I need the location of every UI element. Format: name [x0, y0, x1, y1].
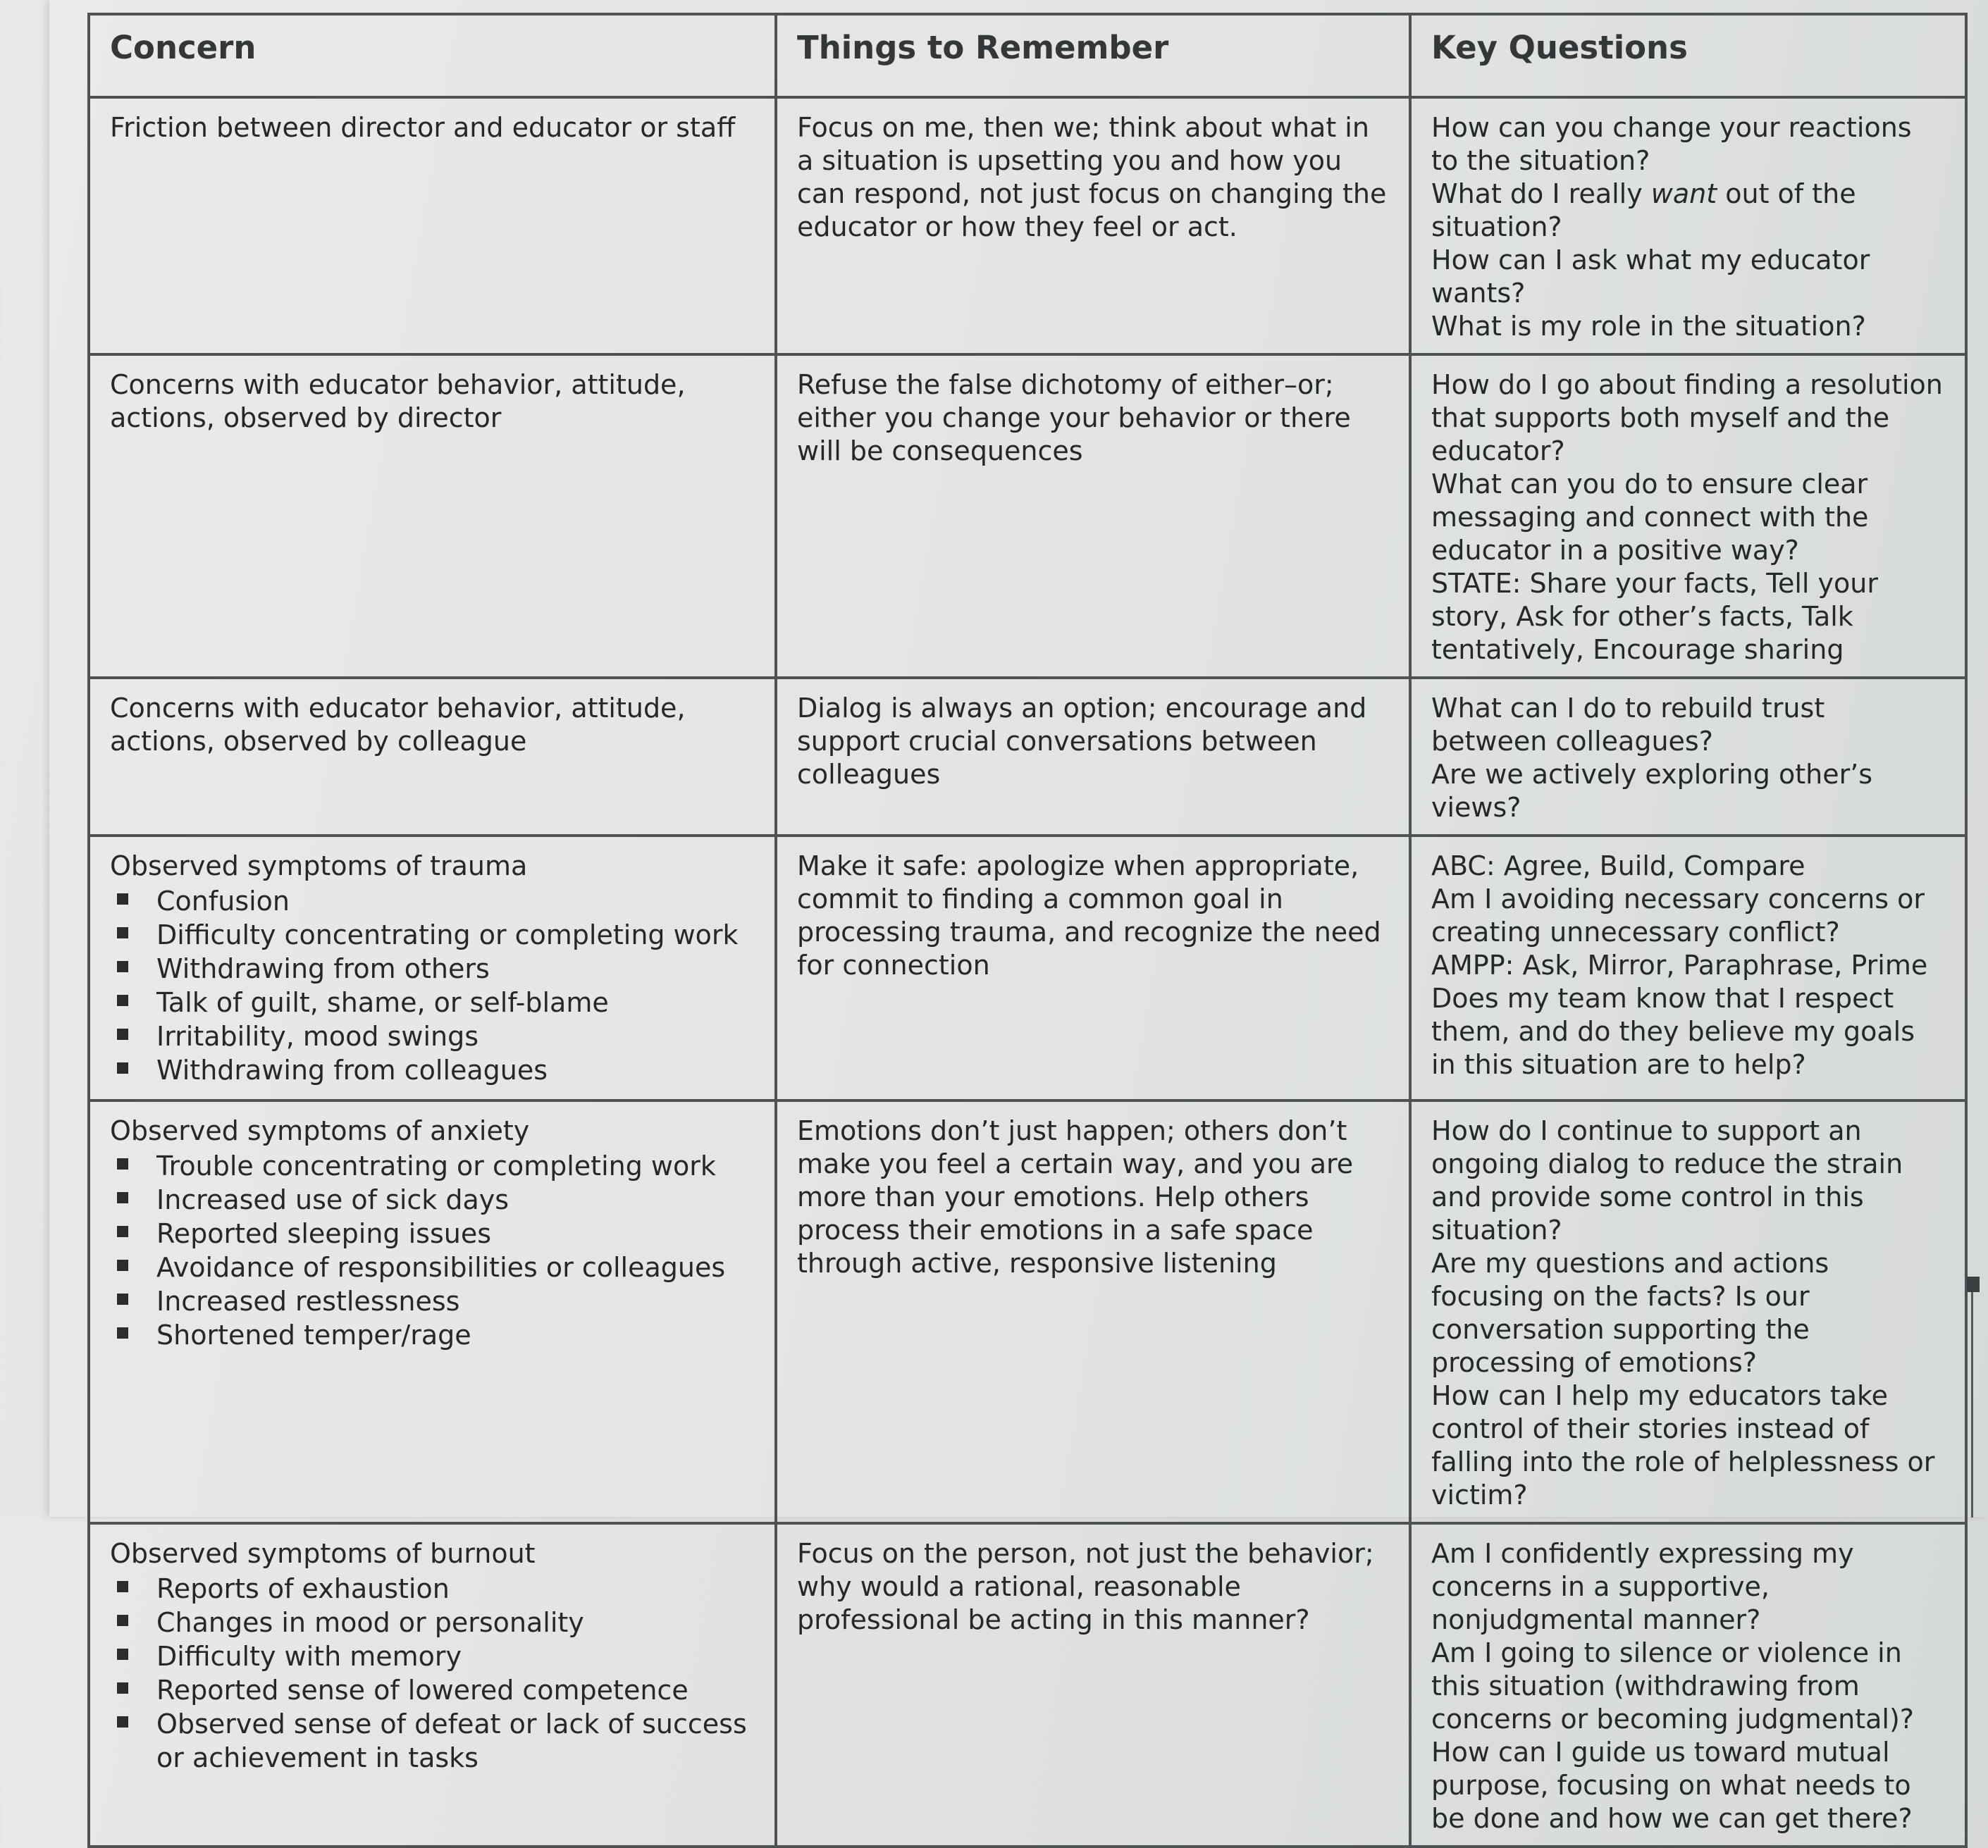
symptom-text: Increased restlessness [156, 1286, 460, 1317]
symptom-text: Confusion [156, 886, 290, 917]
list-item [117, 884, 756, 918]
symptom-text: Changes in mood or personality [156, 1607, 584, 1638]
list-item [117, 1284, 756, 1318]
concern-cell [89, 1100, 776, 1523]
concern-cell [89, 354, 776, 678]
header-things-to-remember: Things to Remember [776, 14, 1410, 97]
question-text: Are my questions and actions focusing on the facts? Is our conversation supporting the processing of emotions? [1431, 1248, 1829, 1378]
square-bullet-icon [117, 961, 128, 972]
question-text: How can I guide us toward mutual purpose, focusing on what needs to be done and how we can get there? [1431, 1737, 1913, 1834]
table-row [89, 836, 1966, 1100]
concern-text: Observed symptoms of anxiety [110, 1115, 530, 1146]
question-text: Am I confidently expressing my concerns in a supportive, nonjudgmental manner? [1431, 1538, 1854, 1635]
list-item [117, 1183, 756, 1217]
square-bullet-icon [117, 1327, 128, 1339]
document-page [49, 0, 1988, 1834]
list-item [117, 1053, 756, 1087]
remember-text: Focus on the person, not just the behavior; why would a rational, reasonable professional be acting in this manner? [797, 1538, 1374, 1635]
questions-cell [1410, 1523, 1966, 1847]
page-edge-marker [1954, 1277, 1988, 1294]
square-bullet-icon [117, 893, 128, 905]
question-text: How can I help my educators take control of their stories instead of falling into the role of helplessness or victim? [1431, 1380, 1935, 1511]
remember-cell [776, 678, 1410, 836]
symptom-text: Withdrawing from others [156, 953, 490, 984]
symptom-text: Reported sleeping issues [156, 1218, 492, 1249]
symptom-text: Trouble concentrating or completing work [156, 1151, 716, 1182]
question-text: Am I avoiding necessary concerns or creating unnecessary conflict? [1431, 883, 1925, 948]
symptom-text: Observed sense of defeat or lack of success or achievement in tasks [156, 1709, 747, 1773]
symptom-text: Shortened temper/rage [156, 1320, 471, 1351]
marker-handle [1967, 1277, 1980, 1292]
square-bullet-icon [117, 1062, 128, 1074]
symptom-text: Difficulty with memory [156, 1641, 462, 1672]
list-item [117, 1318, 756, 1352]
square-bullet-icon [117, 927, 128, 938]
marker-line [1971, 1292, 1973, 1518]
symptom-text: Reports of exhaustion [156, 1573, 450, 1604]
remember-cell [776, 354, 1410, 678]
remember-text: Make it safe: apologize when appropriate, commit to finding a common goal in processing trauma, and recognize the need for connection [797, 850, 1381, 981]
concern-text: Concerns with educator behavior, attitude, actions, observed by director [110, 369, 686, 433]
symptom-text: Increased use of sick days [156, 1184, 510, 1215]
concern-cell [89, 678, 776, 836]
symptom-text: Reported sense of lowered competence [156, 1675, 689, 1706]
remember-text: Emotions don’t just happen; others don’t make you feel a certain way, and you are more than your emotions. Help others process their emotions in a safe space through active, responsive listening [797, 1115, 1354, 1279]
remember-cell [776, 1100, 1410, 1523]
question-text: ABC: Agree, Build, Compare [1431, 850, 1805, 881]
questions-cell [1410, 1100, 1966, 1523]
header-key-questions: Key Questions [1410, 14, 1966, 97]
table-row [89, 354, 1966, 678]
remember-text: Refuse the false dichotomy of either–or; either you change your behavior or there will be consequences [797, 369, 1351, 466]
list-item [117, 1639, 756, 1673]
symptom-text: Irritability, mood swings [156, 1021, 479, 1052]
symptom-list [110, 884, 756, 1087]
list-item [117, 952, 756, 986]
list-item [117, 1251, 756, 1284]
square-bullet-icon [117, 1581, 128, 1592]
concern-text: Observed symptoms of burnout [110, 1538, 536, 1569]
question-text: What can you do to ensure clear messaging and connect with the educator in a positive way? [1431, 469, 1869, 566]
question-text: Does my team know that I respect them, and do they believe my goals in this situation are to help? [1431, 983, 1915, 1080]
remember-cell [776, 97, 1410, 354]
question-text: How do I continue to support an ongoing dialog to reduce the strain and provide some control in this situation? [1431, 1115, 1903, 1246]
table-row [89, 1100, 1966, 1523]
list-item [117, 1149, 756, 1183]
list-item [117, 1217, 756, 1251]
square-bullet-icon [117, 1260, 128, 1271]
concern-cell [89, 97, 776, 354]
question-text: Am I going to silence or violence in this situation (withdrawing from concerns or becoming judgmental)? [1431, 1637, 1914, 1735]
question-text: Are we actively exploring other’s views? [1431, 759, 1873, 823]
question-text: STATE: Share your facts, Tell your story, Ask for other’s facts, Talk tentatively, Encourage sharing [1431, 568, 1878, 665]
questions-cell [1410, 354, 1966, 678]
question-text: How do I go about finding a resolution that supports both myself and the educator? [1431, 369, 1943, 466]
list-item [117, 1572, 756, 1606]
square-bullet-icon [117, 1682, 128, 1694]
table-row [89, 678, 1966, 836]
concern-cell [89, 1523, 776, 1847]
square-bullet-icon [117, 1615, 128, 1626]
square-bullet-icon [117, 1192, 128, 1203]
list-item [117, 1019, 756, 1053]
list-item [117, 986, 756, 1019]
header-concern: Concern [89, 14, 776, 97]
table-row [89, 1523, 1966, 1847]
table-row [89, 97, 1966, 354]
symptom-text: Withdrawing from colleagues [156, 1055, 548, 1086]
square-bullet-icon [117, 1158, 128, 1170]
remember-text: Dialog is always an option; encourage and support crucial conversations between colleagues [797, 693, 1367, 790]
list-item [117, 1606, 756, 1639]
question-text: How can I ask what my educator wants? [1431, 244, 1870, 309]
questions-cell [1410, 836, 1966, 1100]
questions-cell [1410, 97, 1966, 354]
concerns-table [87, 13, 1968, 1848]
square-bullet-icon [117, 995, 128, 1006]
square-bullet-icon [117, 1029, 128, 1040]
question-text: What can I do to rebuild trust between colleagues? [1431, 693, 1825, 757]
square-bullet-icon [117, 1716, 128, 1728]
questions-cell [1410, 678, 1966, 836]
remember-cell [776, 836, 1410, 1100]
square-bullet-icon [117, 1226, 128, 1237]
concern-text: Observed symptoms of trauma [110, 850, 528, 881]
remember-text: Focus on me, then we; think about what in a situation is upsetting you and how you can respond, not just focus on changing the educator or how they feel or act. [797, 112, 1387, 242]
list-item [117, 1707, 756, 1775]
concern-text: Friction between director and educator or staff [110, 112, 736, 143]
concern-cell [89, 836, 776, 1100]
question-text: What do I really want out of the situation? [1431, 178, 1856, 242]
square-bullet-icon [117, 1649, 128, 1660]
square-bullet-icon [117, 1294, 128, 1305]
symptom-text: Difficulty concentrating or completing work [156, 919, 739, 950]
symptom-text: Talk of guilt, shame, or self-blame [156, 987, 609, 1018]
question-text: How can you change your reactions to the situation? [1431, 112, 1912, 176]
symptom-list [110, 1572, 756, 1775]
header-row [89, 14, 1966, 97]
concern-text: Concerns with educator behavior, attitude, actions, observed by colleague [110, 693, 686, 757]
list-item [117, 918, 756, 952]
list-item [117, 1673, 756, 1707]
question-text: AMPP: Ask, Mirror, Paraphrase, Prime [1431, 950, 1928, 981]
symptom-list [110, 1149, 756, 1352]
symptom-text: Avoidance of responsibilities or colleagues [156, 1252, 726, 1283]
remember-cell [776, 1523, 1410, 1847]
question-text: What is my role in the situation? [1431, 311, 1866, 342]
